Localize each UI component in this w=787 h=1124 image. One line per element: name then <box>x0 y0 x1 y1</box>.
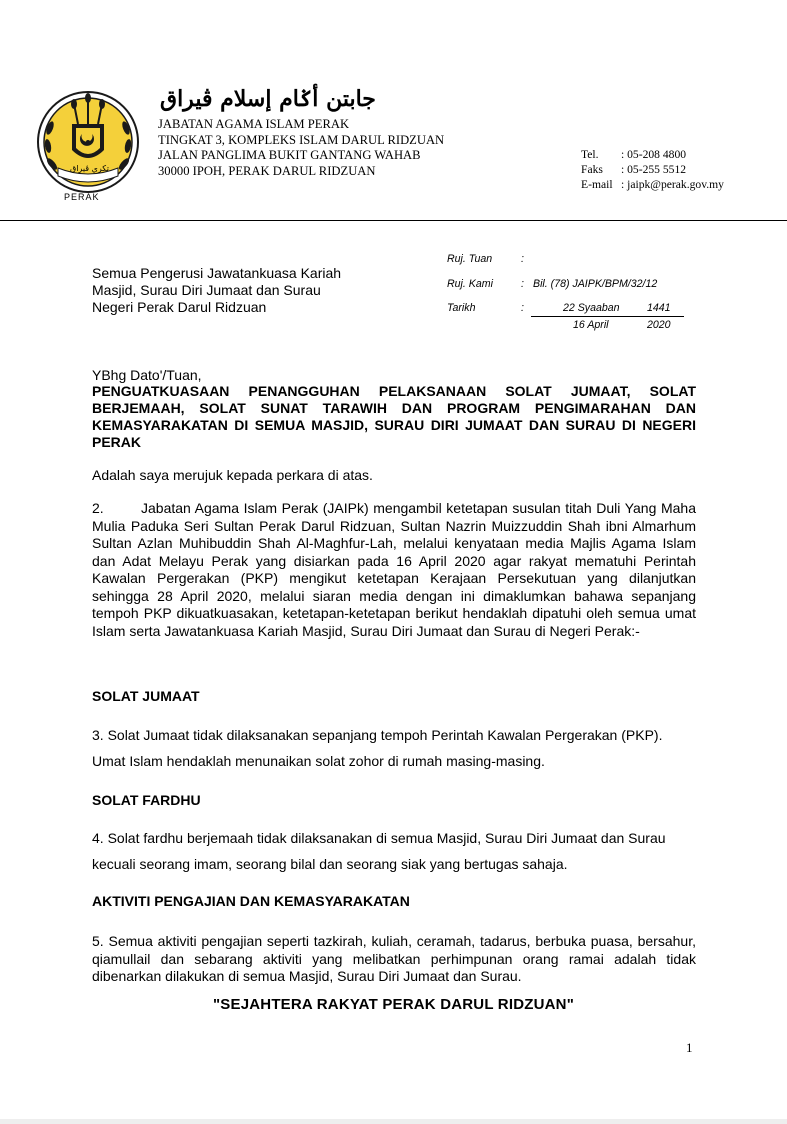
recipient-line: Semua Pengerusi Jawatankuasa Kariah <box>92 265 342 281</box>
org-address-line: TINGKAT 3, KOMPLEKS ISLAM DARUL RIDZUAN <box>158 132 445 147</box>
ruj-kami-colon: : <box>521 278 524 290</box>
crest-banner-text: تكري ڤيراق <box>70 164 109 173</box>
heading-solat-jumaat: SOLAT JUMAAT <box>92 688 200 704</box>
paragraph-2 <box>92 500 696 640</box>
salutation: YBhg Dato'/Tuan, <box>92 367 202 383</box>
ref-ruj-tuan <box>447 253 687 267</box>
paragraph-2-text: Jabatan Agama Islam Perak (JAIPk) mengambil ketetapan susulan titah Duli Yang Maha Mulia Paduka Seri Sultan Perak Darul Ridzuan, Sultan Nazrin Muizzuddin Shah ibni Almarhum Sultan Azlan Muhibuddin Shah Al-Maghfur-Lah, melalui kenyataan media Majlis Agama Islam dan Adat Melayu Perak yang disiarkan pada 16 April 2020 agar rakyat mematuhi Perintah Kawalan Pergerakan (PKP) mengikut ketetapan Kerajaan Persekutuan yang dilanjutkan sehingga 28 April 2020, melalui siaran media dengan ini dimaklumkan bahawa sepanjang tempoh PKP dikuatkuasakan, ketetapan-ketetapan berikut hendaklah dipatuhi oleh semua umat Islam serta Jawatankuasa Kariah Masjid, Surau Diri Jumaat dan Surau di Negeri Perak:- <box>92 500 696 639</box>
letterhead-divider <box>0 220 787 221</box>
tarikh-colon: : <box>521 302 524 314</box>
hijri-year: 1441 <box>647 302 671 314</box>
greg-year: 2020 <box>647 319 671 331</box>
heading-aktiviti: AKTIVITI PENGAJIAN DAN KEMASYARAKATAN <box>92 893 410 909</box>
paragraph-3: 3. Solat Jumaat tidak dilaksanakan sepanjang tempoh Perintah Kawalan Pergerakan (PKP). Umat Islam hendaklah menunaikan solat zohor di rumah masing-masing. <box>92 727 663 769</box>
contact-info <box>581 147 724 192</box>
ref-ruj-kami <box>447 278 687 292</box>
paragraph-5: 5. Semua aktiviti pengajian seperti tazkirah, kuliah, ceramah, tadarus, berbuka puasa, bersahur, qiamullail dan sebarang aktiviti yang melibatkan perhimpunan orang ramai adalah tidak dibenarkan dilakukan di semua Masjid, Surau Diri Jumaat dan Surau. <box>92 933 696 984</box>
org-address-line: JALAN PANGLIMA BUKIT GANTANG WAHAB <box>158 148 421 162</box>
date-divider <box>531 316 684 317</box>
ref-tarikh-gregorian <box>447 319 687 333</box>
ruj-tuan-colon: : <box>521 253 524 265</box>
perak-crest-logo <box>34 84 142 204</box>
paragraph-1: Adalah saya merujuk kepada perkara di atas. <box>92 467 373 483</box>
hijri-day: 22 Syaaban <box>563 302 620 314</box>
recipient-line: Masjid, Surau Diri Jumaat dan Surau <box>92 282 321 298</box>
crest-perak-label: PERAK <box>64 192 100 202</box>
tel-value: : 05-208 4800 <box>621 148 687 161</box>
slogan: "SEJAHTERA RAKYAT PERAK DARUL RIDZUAN" <box>212 996 574 1013</box>
ruj-kami-value: Bil. (78) JAIPK/BPM/32/12 <box>533 278 658 290</box>
email-value[interactable]: : jaipk@perak.gov.my <box>621 178 724 191</box>
ref-tarikh <box>447 302 687 316</box>
recipient-block <box>92 265 341 316</box>
greg-day: 16 April <box>573 319 609 331</box>
org-name: JABATAN AGAMA ISLAM PERAK <box>158 117 350 131</box>
org-address <box>158 117 444 179</box>
paragraph-4: 4. Solat fardhu berjemaah tidak dilaksanakan di semua Masjid, Surau Diri Jumaat dan Surau kecuali seorang imam, seorang bilal dan seorang siak yang bertugas sahaja. <box>92 830 666 872</box>
page-bottom-edge <box>0 1119 787 1124</box>
org-address-line: 30000 IPOH, PERAK DARUL RIDZUAN <box>158 163 376 178</box>
paragraph-2-number: 2. <box>92 500 104 516</box>
subject-heading: PENGUATKUASAAN PENANGGUHAN PELAKSANAAN SOLAT JUMAAT, SOLAT BERJEMAAH, SOLAT SUNAT TARAWIH DAN PROGRAM PENGIMARAHAN DAN KEMASYARAKATAN DI SEMUA MASJID, SURAU DIRI JUMAAT DAN SURAU DI NEGERI PERAK <box>92 383 696 450</box>
fax-label: Faks <box>581 163 603 176</box>
tarikh-label: Tarikh <box>447 302 476 314</box>
ruj-kami-label: Ruj. Kami <box>447 278 493 290</box>
jawi-title: جابتن أݢام إسلام ڤيراق <box>160 86 376 112</box>
email-label: E-mail <box>581 178 613 191</box>
fax-value: : 05-255 5512 <box>621 163 687 176</box>
tel-label: Tel. <box>581 148 599 161</box>
heading-solat-fardhu: SOLAT FARDHU <box>92 792 201 808</box>
recipient-line: Negeri Perak Darul Ridzuan <box>92 299 267 315</box>
ruj-tuan-label: Ruj. Tuan <box>447 253 493 265</box>
page-number: 1 <box>686 1040 693 1055</box>
